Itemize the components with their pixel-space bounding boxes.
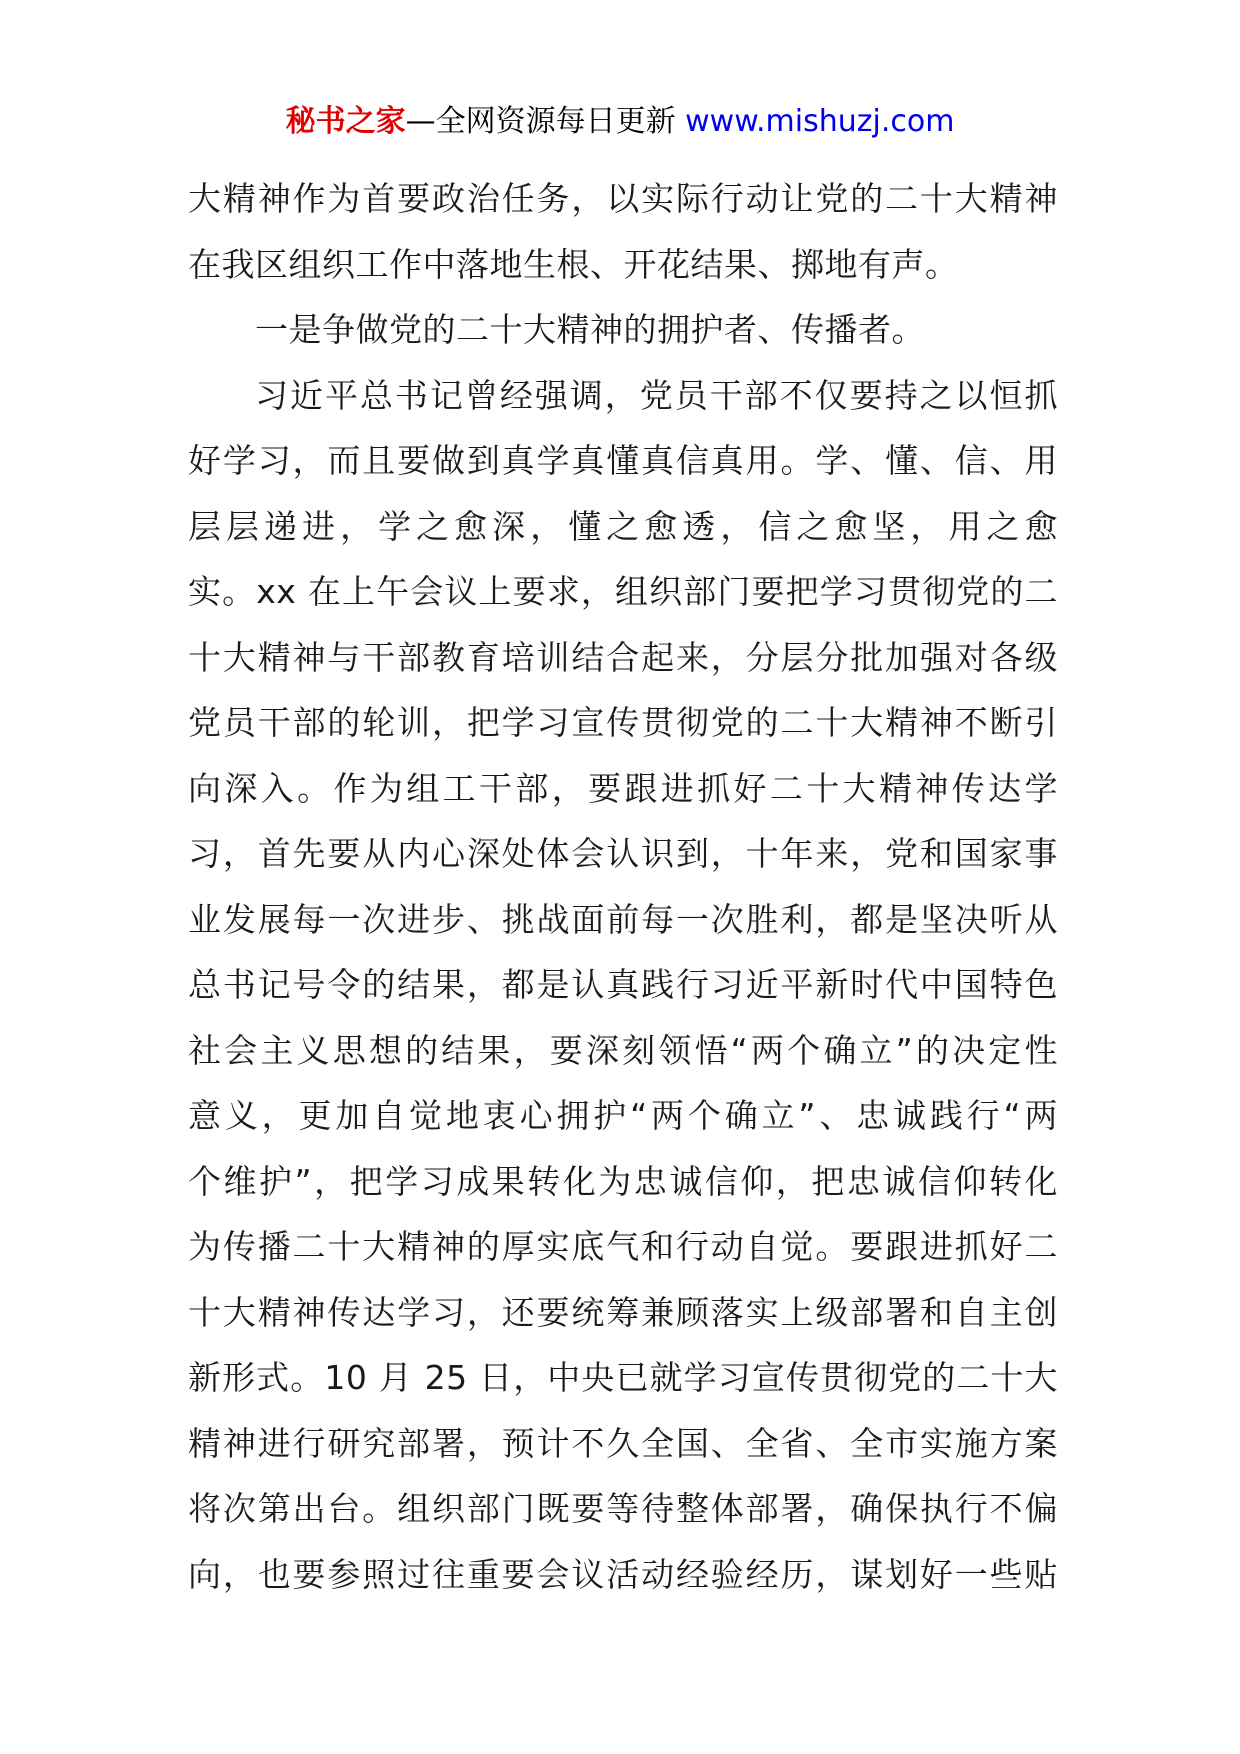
text-line: 向，也要参照过往重要会议活动经验经历，谋划好一些贴 <box>188 1554 1058 1594</box>
text-line: 将次第出台。组织部门既要等待整体部署，确保执行不偏 <box>188 1489 1058 1528</box>
text-line: 实。xx 在上午会议上要求，组织部门要把学习贯彻党的二 <box>188 572 1058 611</box>
text-line: 为传播二十大精神的厚实底气和行动自觉。要跟进抓好二 <box>188 1227 1058 1266</box>
text-line: 十大精神与干部教育培训结合起来，分层分批加强对各级 <box>188 637 1058 677</box>
text-line: 大精神作为首要政治任务，以实际行动让党的二十大精神 <box>188 179 1058 218</box>
text-line: 党员干部的轮训，把学习宣传贯彻党的二十大精神不断引 <box>188 703 1058 742</box>
header-tagline: —全网资源每日更新 <box>405 104 686 139</box>
text-line: 向深入。作为组工干部，要跟进抓好二十大精神传达学 <box>188 768 1058 808</box>
text-line: 个维护”，把学习成果转化为忠诚信仰，把忠诚信仰转化 <box>188 1161 1058 1201</box>
text-line: 社会主义思想的结果，要深刻领悟“两个确立”的决定性 <box>188 1030 1058 1070</box>
document-body <box>188 166 1058 1607</box>
text-line: 习近平总书记曾经强调，党员干部不仅要持之以恒抓 <box>255 375 1058 415</box>
text-line: 十大精神传达学习，还要统筹兼顾落实上级部署和自主创 <box>188 1292 1058 1332</box>
text-line: 业发展每一次进步、挑战面前每一次胜利，都是坚决听从 <box>188 899 1058 939</box>
site-url-link[interactable]: www.mishuzj.com <box>685 104 955 139</box>
text-line: 层层递进，学之愈深，懂之愈透，信之愈坚，用之愈 <box>188 506 1058 546</box>
text-line: 总书记号令的结果，都是认真践行习近平新时代中国特色 <box>188 965 1058 1004</box>
text-line: 意义，更加自觉地衷心拥护“两个确立”、忠诚践行“两 <box>188 1096 1058 1135</box>
brand-name: 秘书之家 <box>285 104 406 139</box>
page-header <box>0 100 1240 144</box>
text-line: 新形式。10 月 25 日，中央已就学习宣传贯彻党的二十大 <box>188 1358 1058 1397</box>
text-line: 在我区组织工作中落地生根、开花结果、掷地有声。 <box>188 244 959 284</box>
text-line: 好学习，而且要做到真学真懂真信真用。学、懂、信、用 <box>188 441 1058 480</box>
section-heading: 一是争做党的二十大精神的拥护者、传播者。 <box>255 310 925 349</box>
text-line: 习，首先要从内心深处体会认识到，十年来，党和国家事 <box>188 834 1058 873</box>
text-line: 精神进行研究部署，预计不久全国、全省、全市实施方案 <box>188 1423 1058 1463</box>
